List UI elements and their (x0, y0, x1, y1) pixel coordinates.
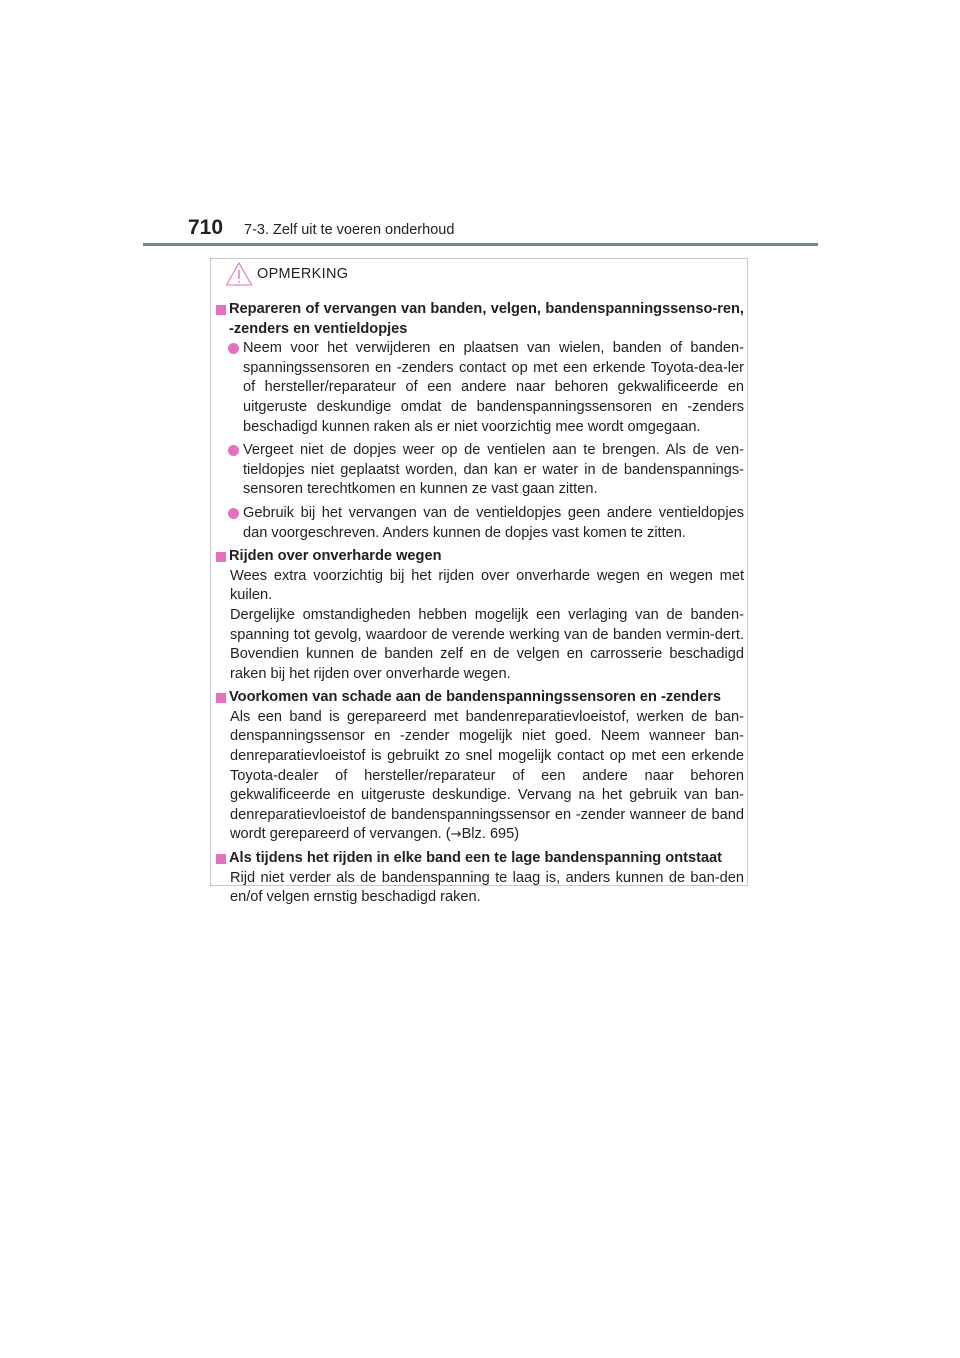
round-bullet-icon (228, 445, 239, 456)
bullet-text: Vergeet niet de dopjes weer op de ventielen aan te brengen. Als de ven-tieldopjes niet geplaatst worden, dan kan er water in de bandenspannings-sensoren terechtkomen en kunnen ze vast gaan zitten. (243, 442, 744, 498)
square-bullet-icon (216, 552, 226, 562)
arrow-right-icon: → (450, 827, 462, 843)
item-paragraph: Wees extra voorzichtig bij het rijden over onverharde wegen en wegen met kuilen. (230, 567, 744, 604)
square-bullet-icon (216, 693, 226, 703)
bullet-item (216, 504, 744, 543)
square-bullet-icon (216, 305, 226, 315)
page-number: 710 (188, 216, 224, 239)
notice-box (210, 258, 748, 906)
warning-triangle-icon (225, 261, 253, 287)
notice-item (216, 849, 744, 908)
round-bullet-icon (228, 508, 239, 519)
notice-body (216, 300, 744, 912)
item-heading (216, 688, 744, 708)
round-bullet-icon (228, 343, 239, 354)
item-heading (216, 547, 744, 567)
item-heading-text: Voorkomen van schade aan de bandenspanningssensoren en -zenders (229, 689, 721, 706)
item-heading (216, 300, 744, 339)
paragraph-text: Als een band is gerepareerd met bandenreparatievloeistof, werken de ban-denspanningssensor en -zender mogelijk niet goed. Neem wanneer ban-denreparatievloeistof is gebruikt zo snel mogelijk contact op met een erkende Toyota-dealer of hersteller/reparateur of een andere naar behoren gekwalificeerde en uitgeruste deskundige. Vervang na het gebruik van ban-denreparatievloeistof de bandenspanningssensor en -zender wanneer de band wordt gerepareerd of vervangen. ( (230, 708, 744, 843)
notice-header (225, 259, 348, 289)
notice-item (216, 547, 744, 684)
item-paragraph (216, 708, 744, 845)
bullet-text: Neem voor het verwijderen en plaatsen van wielen, banden of banden-spanningssensoren en -zenders contact op met een erkende Toyota-dea-ler of hersteller/reparateur of een andere naar behoren gekwalificeerde en uitgeruste deskundige omdat de bandenspanningssensoren en -zenders beschadigd kunnen raken als er niet voorzichtig mee wordt omgegaan. (243, 340, 744, 435)
item-heading-text: Repareren of vervangen van banden, velgen, bandenspanningssenso-ren, -zenders en ventieldopjes (229, 301, 744, 337)
notice-item (216, 688, 744, 845)
bullet-text: Gebruik bij het vervangen van de ventieldopjes geen andere ventieldopjes dan voorgeschreven. Anders kunnen de dopjes vast komen te zitten. (243, 504, 744, 541)
header-rule (143, 243, 818, 246)
notice-label: OPMERKING (257, 266, 349, 282)
item-heading-text: Als tijdens het rijden in elke band een te lage bandenspanning ontstaat (229, 850, 723, 867)
section-title: 7-3. Zelf uit te voeren onderhoud (244, 222, 455, 238)
item-heading-text: Rijden over onverharde wegen (229, 548, 442, 565)
item-heading (216, 849, 744, 869)
item-paragraph: Dergelijke omstandigheden hebben mogelijk een verlaging van de banden-spanning tot gevolg, waardoor de verende werking van de banden vermin-dert. Bovendien kunnen de banden zelf en de velgen en carrosserie beschadigd raken bij het rijden over onverharde wegen. (230, 606, 744, 682)
bullet-item (216, 441, 744, 500)
notice-item (216, 300, 744, 543)
page-reference-link[interactable]: Blz. 695) (461, 826, 520, 843)
bullet-item (216, 339, 744, 437)
item-paragraph: Rijd niet verder als de bandenspanning te laag is, anders kunnen de ban-den en/of velgen ernstig beschadigd raken. (230, 869, 744, 906)
square-bullet-icon (216, 854, 226, 864)
